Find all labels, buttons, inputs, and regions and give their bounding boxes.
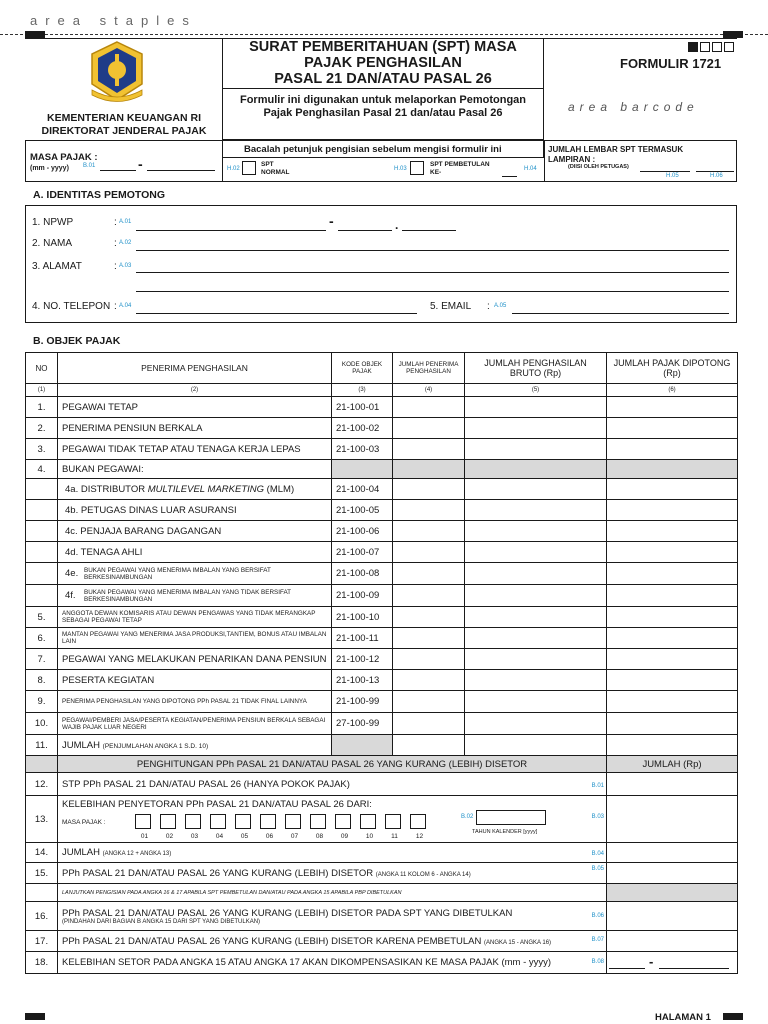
table-row: 2. PENERIMA PENSIUN BERKALA 21-100-02 xyxy=(26,418,738,439)
row-17: 17. PPh PASAL 21 DAN/ATAU PASAL 26 YANG KURANG (LEBIH) DISETOR KARENA PEMBETULAN (ANGKA 15 - ANGKA 16) B.07 xyxy=(26,931,738,952)
bruto-input[interactable] xyxy=(465,418,607,439)
table-row-11: 11. JUMLAH (PENJUMLAHAN ANGKA 1 S.D. 10) xyxy=(26,735,738,756)
kode-objek: 21-100-08 xyxy=(332,563,393,585)
identitas-box xyxy=(25,205,737,323)
jumlah-penerima-input[interactable] xyxy=(393,713,465,735)
jumlah-14-input[interactable] xyxy=(607,843,738,863)
col-bruto: JUMLAH PENGHASILAN BRUTO (Rp) xyxy=(465,353,607,384)
table-row: 8. PESERTA KEGIATAN 21-100-13 xyxy=(26,670,738,691)
table-row xyxy=(26,500,738,521)
kode-objek: 27-100-99 xyxy=(332,713,393,735)
bruto-input[interactable] xyxy=(465,585,607,607)
month-checkbox[interactable] xyxy=(360,814,376,829)
row-18: 18. KELEBIHAN SETOR PADA ANGKA 15 ATAU ANGKA 17 AKAN DIKOMPENSASIKAN KE MASA PAJAK (mm - yyyy) B.08 - xyxy=(26,952,738,974)
kode-objek: 21-100-12 xyxy=(332,649,393,670)
penerima-label: PEGAWAI YANG MELAKUKAN PENARIKAN DANA PENSIUN xyxy=(58,649,332,670)
month-checkbox[interactable] xyxy=(285,814,301,829)
masa-pajak-format: (mm - yyyy) xyxy=(30,165,69,172)
lanjutkan-row: LANJUTKAN PENGISIAN PADA ANGKA 16 & 17 APABILA SPT PEMBETULAN DAN/ATAU PADA ANGKA 15 APABILA PBP DIBETULKAN xyxy=(26,884,738,902)
telepon-input[interactable] xyxy=(136,313,417,314)
npwp-label: 1. NPWP xyxy=(32,217,74,228)
dipotong-input[interactable] xyxy=(607,479,738,500)
penerima-label: 4f. BUKAN PEGAWAI YANG MENERIMA IMBALAN YANG TIDAK BERSIFAT BERKESINAMBUNGAN xyxy=(58,585,332,607)
code-b01: B.01 xyxy=(83,163,96,169)
table-row xyxy=(26,585,738,607)
kode-objek: 21-100-04 xyxy=(332,479,393,500)
alamat-label: 3. ALAMAT xyxy=(32,261,82,272)
jumlah-penerima-total[interactable] xyxy=(393,735,465,756)
jumlah-penerima-input[interactable] xyxy=(393,479,465,500)
row-12: 12. STP PPh PASAL 21 DAN/ATAU PASAL 26 (HANYA POKOK PAJAK) B.01 xyxy=(26,773,738,796)
karena-pembetulan-input[interactable] xyxy=(607,931,738,952)
page-indicator-box xyxy=(724,42,734,52)
col-penerima: PENERIMA PENGHASILAN xyxy=(58,353,332,384)
alamat-input-line1[interactable] xyxy=(136,272,729,273)
staple-cut-line xyxy=(0,34,768,35)
masa-pajak-label: MASA PAJAK : xyxy=(30,152,98,163)
table-row xyxy=(26,521,738,542)
dipotong-input[interactable] xyxy=(607,521,738,542)
nama-input[interactable] xyxy=(136,250,729,251)
kode-objek: 21-100-03 xyxy=(332,439,393,460)
ministry-name: KEMENTERIAN KEUANGAN RI DIREKTORAT JENDERAL PAJAK xyxy=(41,112,207,137)
bruto-input[interactable] xyxy=(465,649,607,670)
masa-month-input[interactable] xyxy=(100,170,136,171)
bruto-total[interactable] xyxy=(465,735,607,756)
dipotong-input[interactable] xyxy=(607,397,738,418)
dipotong-input[interactable] xyxy=(607,563,738,585)
dipotong-input[interactable] xyxy=(607,691,738,713)
bruto-input[interactable] xyxy=(465,542,607,563)
row-15: 15. PPh PASAL 21 DAN/ATAU PASAL 26 YANG KURANG (LEBIH) DISETOR (ANGKA 11 KOLOM 6 - ANGKA 14) B.05 xyxy=(26,863,738,884)
bruto-input[interactable] xyxy=(465,691,607,713)
code-a04: A.04 xyxy=(119,303,132,309)
corner-marker xyxy=(723,31,743,38)
bruto-input[interactable] xyxy=(465,713,607,735)
bruto-input[interactable] xyxy=(465,397,607,418)
jumlah-penerima-input[interactable] xyxy=(393,439,465,460)
table-row: 6. MANTAN PEGAWAI YANG MENERIMA JASA PRODUKSI,TANTIEM, BONUS ATAU IMBALAN LAIN 21-100-11 xyxy=(26,628,738,649)
kode-objek xyxy=(332,460,393,479)
table-row: 1. PEGAWAI TETAP 21-100-01 xyxy=(26,397,738,418)
dipotong-total[interactable] xyxy=(607,735,738,756)
alamat-input-line2[interactable] xyxy=(136,291,729,292)
penerima-label: PESERTA KEGIATAN xyxy=(58,670,332,691)
kode-objek: 21-100-10 xyxy=(332,607,393,628)
penerima-label: 4b. PETUGAS DINAS LUAR ASURANSI xyxy=(58,500,332,521)
month-checkbox[interactable] xyxy=(210,814,226,829)
bruto-input[interactable] xyxy=(465,607,607,628)
dipotong-input[interactable] xyxy=(607,649,738,670)
area-staples-label: area staples xyxy=(30,13,197,28)
kompensasi-year-input[interactable] xyxy=(659,968,729,969)
dipotong-input[interactable] xyxy=(607,500,738,521)
penerima-label: 4a. DISTRIBUTOR MULTILEVEL MARKETING (MLM) xyxy=(58,479,332,500)
table-row: 5. ANGGOTA DEWAN KOMISARIS ATAU DEWAN PENGAWAS YANG TIDAK MERANGKAP SEBAGAI PEGAWAI TETAP 21-100-10 xyxy=(26,607,738,628)
jumlah-penerima-input[interactable] xyxy=(393,585,465,607)
jumlah-penerima-input[interactable] xyxy=(393,500,465,521)
telepon-label: 4. NO. TELEPON xyxy=(32,301,111,312)
dipotong-input[interactable] xyxy=(607,713,738,735)
penerima-label: PEGAWAI/PEMBERI JASA/PESERTA KEGIATAN/PENERIMA PENSIUN BERKALA SEBAGAI WAJIB PAJAK LUAR NEGERI xyxy=(58,713,332,735)
kode-objek: 21-100-11 xyxy=(332,628,393,649)
spt-normal-label: SPT NORMAL xyxy=(261,161,290,176)
penerima-label: PEGAWAI TETAP xyxy=(58,397,332,418)
jumlah-penerima-input[interactable] xyxy=(393,649,465,670)
code-a01: A.01 xyxy=(119,219,132,225)
table-row xyxy=(26,479,738,500)
spt-pembetulan-checkbox[interactable] xyxy=(410,161,424,175)
kompensasi-month-input[interactable] xyxy=(609,968,645,969)
kode-objek: 21-100-07 xyxy=(332,542,393,563)
jumlah-lembar-label: JUMLAH LEMBAR SPT TERMASUK LAMPIRAN : xyxy=(548,145,684,164)
ministry-logo-icon xyxy=(86,40,148,102)
jumlah-penerima-input[interactable] xyxy=(393,670,465,691)
jumlah-penerima-input[interactable] xyxy=(393,691,465,713)
perhitungan-header: PENGHITUNGAN PPh PASAL 21 DAN/ATAU PASAL 26 YANG KURANG (LEBIH) DISETOR JUMLAH (Rp) xyxy=(26,756,738,773)
penerima-label: 4d. TENAGA AHLI xyxy=(58,542,332,563)
table-row: 7. PEGAWAI YANG MELAKUKAN PENARIKAN DANA PENSIUN 21-100-12 xyxy=(26,649,738,670)
jumlah-penerima-input[interactable] xyxy=(393,397,465,418)
corner-marker xyxy=(723,1013,743,1020)
table-index-row: (1) (2) (3) (4) (5) (6) xyxy=(26,384,738,397)
penerima-label: 4e. BUKAN PEGAWAI YANG MENERIMA IMBALAN YANG BERSIFAT BERKESINAMBUNGAN xyxy=(58,563,332,585)
spt-normal-checkbox[interactable] xyxy=(242,161,256,175)
kode-objek: 21-100-01 xyxy=(332,397,393,418)
bruto-input[interactable] xyxy=(465,628,607,649)
bruto-input[interactable] xyxy=(465,500,607,521)
row-13: 13. KELEBIHAN PENYETORAN PPh PASAL 21 DAN/ATAU PASAL 26 DARI: MASA PAJAK : 01 02 03 04 05 06 07 08 09 10 11 12 B.02 TAHUN KALENDER [yyyy] B.03 xyxy=(26,796,738,843)
code-h06: H.06 xyxy=(710,173,723,179)
kurang-lebih-disetor-input[interactable] xyxy=(607,863,738,884)
penerima-label: PENERIMA PENGHASILAN YANG DIPOTONG PPh PASAL 21 TIDAK FINAL LAINNYA xyxy=(58,691,332,713)
month-checkbox[interactable] xyxy=(335,814,351,829)
form-title: SURAT PEMBERITAHUAN (SPT) MASA PAJAK PENGHASILAN PASAL 21 DAN/ATAU PASAL 26 xyxy=(222,38,544,88)
dipotong-input[interactable] xyxy=(607,585,738,607)
bruto-input xyxy=(465,460,607,479)
corner-marker xyxy=(25,1013,45,1020)
section-a-title: A. IDENTITAS PEMOTONG xyxy=(33,189,166,201)
page-number: HALAMAN 1 xyxy=(655,1012,711,1023)
dipotong-input[interactable] xyxy=(607,439,738,460)
page-indicator-box xyxy=(688,42,698,52)
penerima-label: PEGAWAI TIDAK TETAP ATAU TENAGA KERJA LEPAS xyxy=(58,439,332,460)
npwp-suffix-input[interactable] xyxy=(402,230,456,231)
email-label: 5. EMAIL xyxy=(430,301,472,312)
penerima-label: PENERIMA PENSIUN BERKALA xyxy=(58,418,332,439)
month-checkbox[interactable] xyxy=(235,814,251,829)
masa-year-input[interactable] xyxy=(147,170,215,171)
bruto-input[interactable] xyxy=(465,479,607,500)
table-row xyxy=(26,542,738,563)
form-page: area staples KEMENTERIAN KEUANGAN RI DIREKTORAT JENDERAL PAJAK SURAT PEMBERITAHUAN (SPT) MASA PAJAK PENGHASILAN PASAL 21 DAN/ATAU PASAL 26 Formulir ini digunakan untuk melaporkan Pemotongan Pajak Penghasilan Pasal 21 dan/atau Pasal 26 FORMULIR 1721 area barcode Bacalah petunjuk pengisian sebelum mengisi formulir ini MASA PAJAK : (mm - yyyy) B.01 - H.02 SPT NORMAL H.03 SPT PEMBETULAN KE- H.04 JUMLAH LEMBAR SPT TERMASUK LAMPIRAN : (DIISI OLEH PETUGAS) H.05 H.06 A. IDENTITAS PEMOTONG 1. NPWP : A.01 - . 2. NAMA : A.02 3. ALAMAT : A.03 4. NO. TELEPON : A.04 5. EMAIL : A.05 B. OBJEK PAJAK NO PENERIMA PENGHASILAN KODE OBJEK PAJAK JUMLAH PENERIMA PENGHASILAN JUMLAH PENGHASILAN BRUTO (Rp) JUMLAH PAJAK DIPOTONG (Rp) (1) (2) (3) (4) (5) (6) 1. PEGAWAI TETAP 21-100-01 2. PENERIMA PENSIUN BERKALA 21-100-02 3. PEGAWAI TIDAK TETAP ATAU TENAGA KERJA LEPAS 21-100-03 4. BUKAN PEGAWAI: 4a. DISTRIBUTOR MULTILEVEL MARKETING (MLM) 21-100-04 4b. PETUGAS DINAS LUAR ASURANSI 21-100-05 4c. PENJAJA BARANG DAGANGAN 21-100-06 4d. TENAGA AHLI 21-100-07 4e. BUKAN PEGAWAI YANG MENERIMA IMBALAN YANG BERSIFAT BERKESINAMBUNGAN 21-100-08 4f. BUKAN PEGAWAI YANG MENERIMA IMBALAN YANG TIDAK BERSIFAT BERKESINAMBUNGAN 21-100-09 5. ANGGOTA DEWAN KOMISARIS ATAU DEWAN PENGAWAS YANG TIDAK MERANGKAP SEBAGAI PEGAWAI TETAP 21-100-10 6. MANTAN PEGAWAI YANG MENERIMA JASA PRODUKSI,TANTIEM, BONUS ATAU IMBALAN LAIN 21-100-11 7. PEGAWAI YANG MELAKUKAN PENARIKAN DANA PENSIUN 21-100-12 8. PESERTA KEGIATAN 21-100-13 9. PENERIMA PENGHASILAN YANG DIPOTONG PPh PASAL 21 TIDAK FINAL LAINNYA 21-100-99 10. PEGAWAI/PEMBERI JASA/PESERTA KEGIATAN/PENERIMA PENSIUN BERKALA SEBAGAI WAJIB PAJAK LUAR NEGERI 27-100-99 11. JUMLAH (PENJUMLAHAN ANGKA 1 S.D. 10) PENGHITUNGAN PPh PASAL 21 DAN/ATAU PASAL 26 YANG KURANG (LEBIH) DISETOR JUMLAH (Rp) 12. STP PPh PASAL 21 DAN/ATAU PASAL 26 (HANYA POKOK PAJAK) B.01 13. KELEBIHAN PENYETORAN PPh PASAL 21 DAN/ATAU PASAL 26 DARI: MASA PAJAK : 01 02 03 04 05 06 07 08 09 10 11 12 B.02 TAHUN KALENDER [yyyy] B.03 14. JUMLAH (ANGKA 12 + ANGKA 13) B.04 15. PPh PASAL 21 DAN/ATAU PASAL 26 YANG KURANG (LEBIH) DISETOR (ANGKA 11 KOLOM 6 - ANGKA 14) B.05 LANJUTKAN PENGISIAN PADA ANGKA 16 & 17 APABILA SPT PEMBETULAN DAN/ATAU PADA ANGKA 15 APABILA PBP DIBETULKAN 16. PPh PASAL 21 DAN/ATAU PASAL 26 YANG KURANG (LEBIH) DISETOR PADA SPT YANG DIBETULKAN (PINDAHAN DARI BAGIAN B ANGKA 15 DARI SPT YANG DIBETULKAN) B.06 17. PPh PASAL 21 DAN/ATAU PASAL 26 YANG KURANG (LEBIH) DISETOR KARENA PEMBETULAN (ANGKA 15 - ANGKA 16) B.07 18. KELEBIHAN SETOR PADA ANGKA 15 ATAU ANGKA 17 AKAN DIKOMPENSASIKAN KE MASA PAJAK (mm - yyyy) B.08 - HALAMAN 1 xyxy=(0,0,768,1024)
month-checkbox[interactable] xyxy=(185,814,201,829)
area-barcode-label: area barcode xyxy=(568,100,699,114)
col-dipotong: JUMLAH PAJAK DIPOTONG (Rp) xyxy=(607,353,738,384)
bruto-input[interactable] xyxy=(465,521,607,542)
code-a03: A.03 xyxy=(119,263,132,269)
month-checkbox[interactable] xyxy=(260,814,276,829)
kode-objek: 21-100-13 xyxy=(332,670,393,691)
corner-marker xyxy=(25,31,45,38)
jumlah-penerima-input xyxy=(393,460,465,479)
dipotong-input[interactable] xyxy=(607,607,738,628)
penerima-label: BUKAN PEGAWAI: xyxy=(58,460,332,479)
col-no: NO xyxy=(26,353,58,384)
penerima-label: MANTAN PEGAWAI YANG MENERIMA JASA PRODUKSI,TANTIEM, BONUS ATAU IMBALAN LAIN xyxy=(58,628,332,649)
objek-pajak-table xyxy=(25,352,738,974)
jumlah-lembar-input[interactable] xyxy=(640,171,690,172)
kelebihan-amount-input[interactable] xyxy=(607,796,738,843)
row-16: 16. PPh PASAL 21 DAN/ATAU PASAL 26 YANG KURANG (LEBIH) DISETOR PADA SPT YANG DIBETULKAN (PINDAHAN DARI BAGIAN B ANGKA 15 DARI SPT YANG DIBETULKAN) B.06 xyxy=(26,902,738,931)
tahun-kalender-input[interactable] xyxy=(476,810,546,825)
code-h02: H.02 xyxy=(227,166,240,172)
jumlah-penerima-input[interactable] xyxy=(393,542,465,563)
table-row: 9. PENERIMA PENGHASILAN YANG DIPOTONG PPh PASAL 21 TIDAK FINAL LAINNYA 21-100-99 xyxy=(26,691,738,713)
month-checkbox[interactable] xyxy=(410,814,426,829)
code-h04: H.04 xyxy=(524,166,537,172)
penerima-label: 4c. PENJAJA BARANG DAGANGAN xyxy=(58,521,332,542)
code-a05: A.05 xyxy=(494,303,507,309)
jumlah-penerima-input[interactable] xyxy=(393,607,465,628)
npwp-branch-input[interactable] xyxy=(338,230,392,231)
bruto-input[interactable] xyxy=(465,563,607,585)
col-jumlah-penerima: JUMLAH PENERIMA PENGHASILAN xyxy=(393,353,465,384)
penerima-label: ANGGOTA DEWAN KOMISARIS ATAU DEWAN PENGAWAS YANG TIDAK MERANGKAP SEBAGAI PEGAWAI TETAP xyxy=(58,607,332,628)
page-indicator-box xyxy=(712,42,722,52)
jumlah-penerima-input[interactable] xyxy=(393,628,465,649)
nama-label: 2. NAMA xyxy=(32,238,73,249)
dipotong-input[interactable] xyxy=(607,418,738,439)
row-14: 14. JUMLAH (ANGKA 12 + ANGKA 13) B.04 xyxy=(26,843,738,863)
table-row xyxy=(26,563,738,585)
col-kode: KODE OBJEK PAJAK xyxy=(332,353,393,384)
code-a02: A.02 xyxy=(119,240,132,246)
table-row: 10. PEGAWAI/PEMBERI JASA/PESERTA KEGIATAN/PENERIMA PENSIUN BERKALA SEBAGAI WAJIB PAJAK LUAR NEGERI 27-100-99 xyxy=(26,713,738,735)
month-checkbox[interactable] xyxy=(385,814,401,829)
page-indicator-box xyxy=(700,42,710,52)
instruction-text: Bacalah petunjuk pengisian sebelum mengisi formulir ini xyxy=(244,144,502,155)
stp-amount-input[interactable] xyxy=(607,773,738,796)
dipotong-input[interactable] xyxy=(607,542,738,563)
section-b-title: B. OBJEK PAJAK xyxy=(33,335,121,347)
month-checkbox[interactable] xyxy=(135,814,151,829)
bruto-input[interactable] xyxy=(465,670,607,691)
kode-objek: 21-100-06 xyxy=(332,521,393,542)
kode-objek: 21-100-05 xyxy=(332,500,393,521)
kode-objek: 21-100-02 xyxy=(332,418,393,439)
code-h05: H.05 xyxy=(666,173,679,179)
code-h03: H.03 xyxy=(394,166,407,172)
npwp-input[interactable] xyxy=(136,230,326,231)
table-header-row xyxy=(26,353,738,384)
form-subtitle: Formulir ini digunakan untuk melaporkan Pemotongan Pajak Penghasilan Pasal 21 dan/atau Pasal 26 xyxy=(222,88,544,140)
dipotong-input xyxy=(607,460,738,479)
bruto-input[interactable] xyxy=(465,439,607,460)
diisi-petugas-note: (DIISI OLEH PETUGAS) xyxy=(568,164,629,170)
pembetulan-ke-input[interactable] xyxy=(502,176,517,177)
jumlah-penerima-input[interactable] xyxy=(393,563,465,585)
month-checkbox[interactable] xyxy=(160,814,176,829)
spt-dibetulkan-input[interactable] xyxy=(607,902,738,931)
kode-objek: 21-100-99 xyxy=(332,691,393,713)
dipotong-input[interactable] xyxy=(607,628,738,649)
kode-objek: 21-100-09 xyxy=(332,585,393,607)
email-input[interactable] xyxy=(512,313,729,314)
spt-pembetulan-label: SPT PEMBETULAN KE- xyxy=(430,161,490,176)
form-number: FORMULIR 1721 xyxy=(620,56,722,71)
jumlah-penerima-input[interactable] xyxy=(393,418,465,439)
jumlah-lampiran-input[interactable] xyxy=(696,171,734,172)
dipotong-input[interactable] xyxy=(607,670,738,691)
jumlah-penerima-input[interactable] xyxy=(393,521,465,542)
month-checkbox[interactable] xyxy=(310,814,326,829)
table-row: 3. PEGAWAI TIDAK TETAP ATAU TENAGA KERJA LEPAS 21-100-03 xyxy=(26,439,738,460)
table-row: 4. BUKAN PEGAWAI: xyxy=(26,460,738,479)
